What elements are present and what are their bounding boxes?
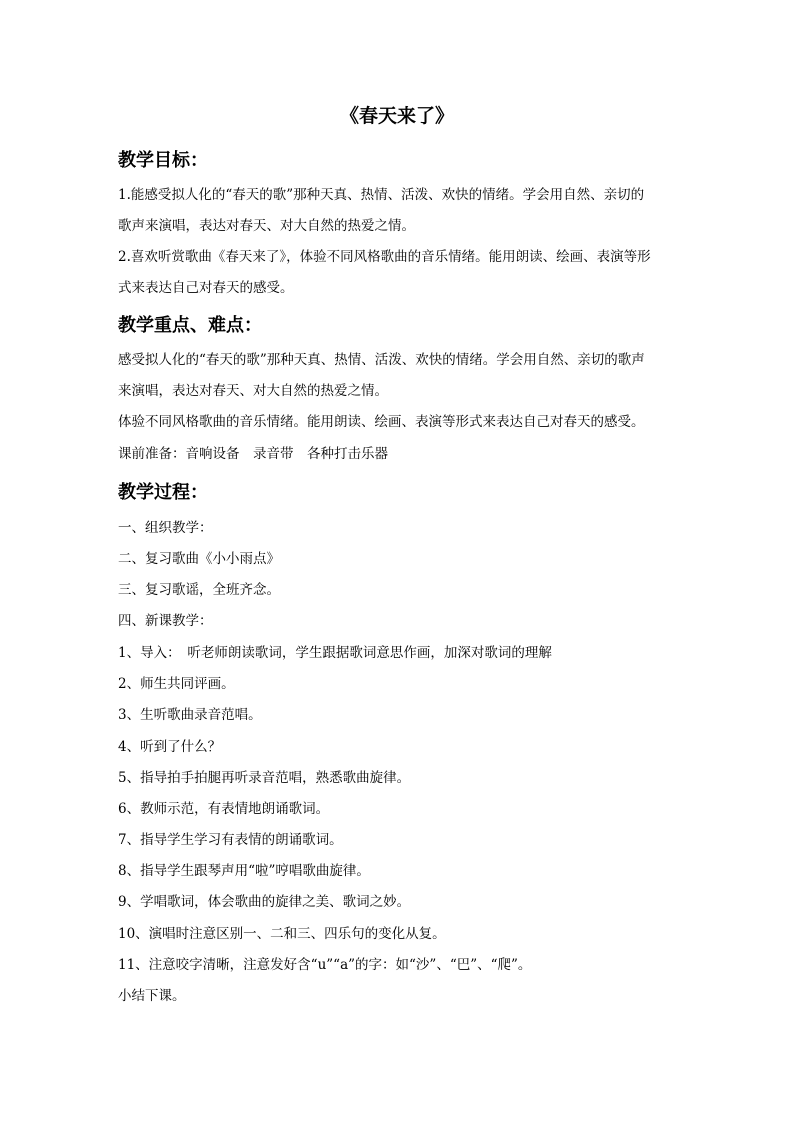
key-points-line: 来演唱，表达对春天、对大自然的热爱之情。 bbox=[118, 383, 388, 399]
objectives-line: 2.喜欢听赏歌曲《春天来了》，体验不同风格歌曲的音乐情绪。能用朗读、绘画、表演等形 bbox=[118, 249, 651, 265]
objectives-heading: 教学目标： bbox=[118, 150, 208, 171]
process-step: 2、师生共同评画。 bbox=[118, 676, 235, 692]
process-step: 5、指导拍手拍腿再听录音范唱，熟悉歌曲旋律。 bbox=[118, 770, 411, 786]
objectives-line: 1.能感受拟人化的“春天的歌”那种天真、热情、活泼、欢快的情绪。学会用自然、亲切的 bbox=[118, 187, 645, 203]
process-step: 二、复习歌曲《小小雨点》 bbox=[118, 551, 280, 567]
process-step: 三、复习歌谣，全班齐念。 bbox=[118, 582, 280, 598]
process-step: 3、生听歌曲录音范唱。 bbox=[118, 707, 262, 723]
process-step: 四、新课教学： bbox=[118, 613, 213, 629]
preparation-line: 课前准备：音响设备 录音带 各种打击乐器 bbox=[118, 446, 388, 462]
process-heading: 教学过程： bbox=[118, 482, 208, 503]
objectives-line: 式来表达自己对春天的感受。 bbox=[118, 280, 294, 296]
process-step: 1、导入： 听老师朗读歌词，学生跟据歌词意思作画，加深对歌词的理解 bbox=[118, 645, 552, 661]
document-title: 《春天来了》 bbox=[339, 105, 454, 127]
key-points-line: 体验不同风格歌曲的音乐情绪。能用朗读、绘画、表演等形式来表达自己对春天的感受。 bbox=[118, 414, 645, 430]
summary-line: 小结下课。 bbox=[118, 988, 186, 1004]
process-step: 7、指导学生学习有表情的朗诵歌词。 bbox=[118, 832, 343, 848]
process-step: 6、教师示范，有表情地朗诵歌词。 bbox=[118, 801, 330, 817]
process-step: 4、听到了什么？ bbox=[118, 739, 222, 755]
key-points-line: 感受拟人化的“春天的歌”那种天真、热情、活泼、欢快的情绪。学会用自然、亲切的歌声 bbox=[118, 352, 645, 368]
process-step: 一、组织教学： bbox=[118, 520, 213, 536]
process-step: 8、指导学生跟琴声用“啦”哼唱歌曲旋律。 bbox=[118, 863, 370, 879]
process-step: 10、演唱时注意区别一、二和三、四乐句的变化从复。 bbox=[118, 926, 446, 942]
objectives-line: 歌声来演唱，表达对春天、对大自然的热爱之情。 bbox=[118, 218, 415, 234]
key-points-heading: 教学重点、难点： bbox=[118, 315, 262, 336]
process-step: 11、注意咬字清晰，注意发好含“u”“a”的字：如“沙”、“巴”、“爬”。 bbox=[118, 957, 532, 973]
process-step: 9、学唱歌词，体会歌曲的旋律之美、歌词之妙。 bbox=[118, 894, 411, 910]
